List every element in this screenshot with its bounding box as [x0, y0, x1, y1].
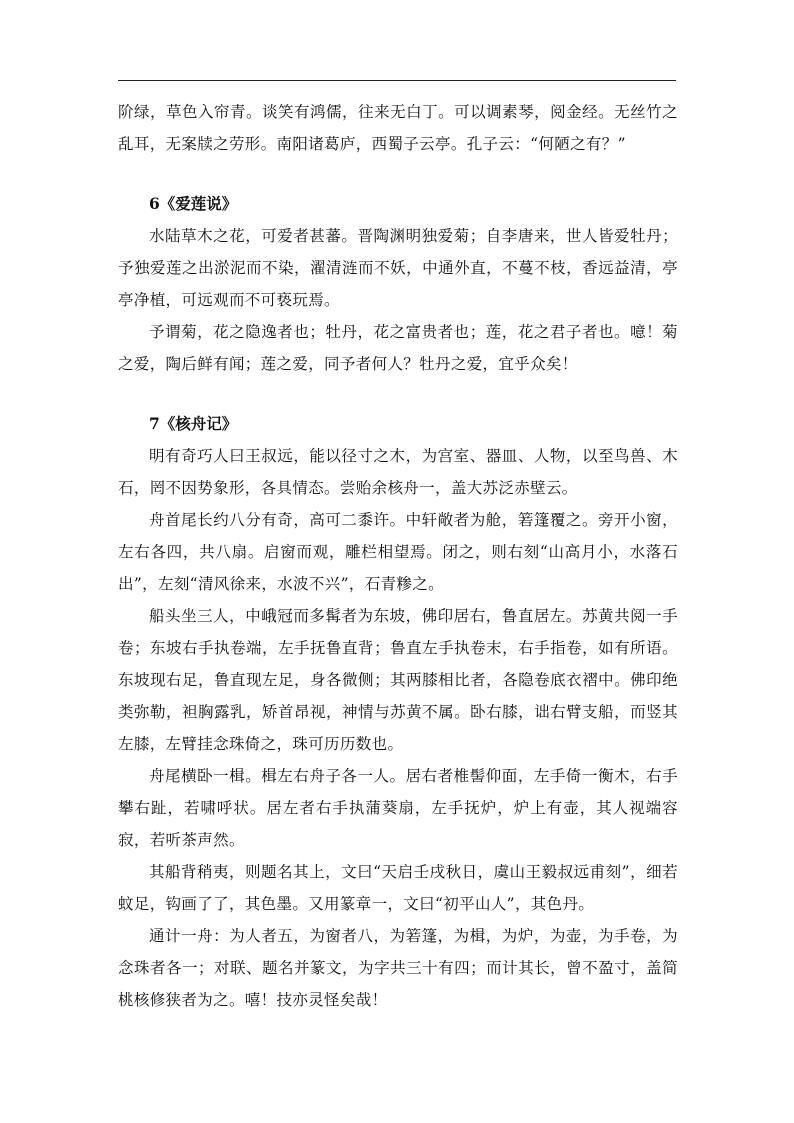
section-ai-lian-shuo [118, 188, 678, 380]
paragraph: 通计一舟：为人者五，为窗者八，为箬篷，为楫，为炉，为壶，为手卷，为念珠者各一；对联、题名并篆文，为字共三十有四；而计其长，曾不盈寸，盖简桃核修狭者为之。嘻！技亦灵怪矣哉！ [118, 927, 678, 1009]
continued-paragraph: 阶绿，草色入帘青。谈笑有鸿儒，往来无白丁。可以调素琴，阅金经。无丝竹之乱耳，无案牍之劳形。南阳诸葛庐，西蜀子云亭。孔子云：“何陋之有？” [118, 103, 678, 153]
paragraph: 舟尾横卧一楫。楫左右舟子各一人。居右者椎髻仰面，左手倚一衡木，右手攀右趾，若啸呼状。居左者右手执蒲葵扇，左手抚炉，炉上有壶，其人视端容寂，若听茶声然。 [118, 767, 678, 849]
document-body [118, 96, 678, 1016]
paragraph: 水陆草木之花，可爱者甚蕃。晋陶渊明独爱菊；自李唐来，世人皆爱牡丹；予独爱莲之出淤泥而不染，濯清涟而不妖，中通外直，不蔓不枝，香远益清，亭亭净植，可远观而不可亵玩焉。 [118, 227, 678, 309]
paragraph: 明有奇巧人曰王叔远，能以径寸之木，为宫室、器皿、人物，以至鸟兽、木石，罔不因势象形，各具情态。尝贻余核舟一，盖大苏泛赤壁云。 [118, 447, 678, 497]
paragraph: 船头坐三人，中峨冠而多髯者为东坡，佛印居右，鲁直居左。苏黄共阅一手卷；东坡右手执卷端，左手抚鲁直背；鲁直左手执卷末，右手指卷，如有所语。东坡现右足，鲁直现左足，身各微侧；其两膝相比者，各隐卷底衣褶中。佛印绝类弥勒，袒胸露乳，矫首昂视，神情与苏黄不属。卧右膝，诎右臂支船，而竖其左膝，左臂挂念珠倚之，珠可历历数也。 [118, 607, 678, 753]
paragraph: 其船背稍夷，则题名其上，文曰“天启壬戌秋日，虞山王毅叔远甫刻”，细若蚊足，钩画了了，其色墨。又用篆章一，文曰“初平山人”，其色丹。 [118, 863, 678, 913]
paragraph: 舟首尾长约八分有奇，高可二黍许。中轩敞者为舱，箬篷覆之。旁开小窗，左右各四，共八扇。启窗而观，雕栏相望焉。闭之，则右刻“山高月小，水落石出”，左刻“清风徐来，水波不兴”，石青糁之。 [118, 511, 678, 593]
section-title: 6《爱莲说》 [149, 194, 238, 213]
section-spacer [118, 380, 678, 408]
paragraph: 予谓菊，花之隐逸者也；牡丹，花之富贵者也；莲，花之君子者也。噫！菊之爱，陶后鲜有闻；莲之爱，同予者何人？牡丹之爱，宜乎众矣！ [118, 323, 678, 373]
section-title: 7《核舟记》 [149, 414, 238, 433]
section-he-zhou-ji [118, 408, 678, 1016]
section-spacer [118, 160, 678, 188]
header-rule [118, 80, 676, 81]
